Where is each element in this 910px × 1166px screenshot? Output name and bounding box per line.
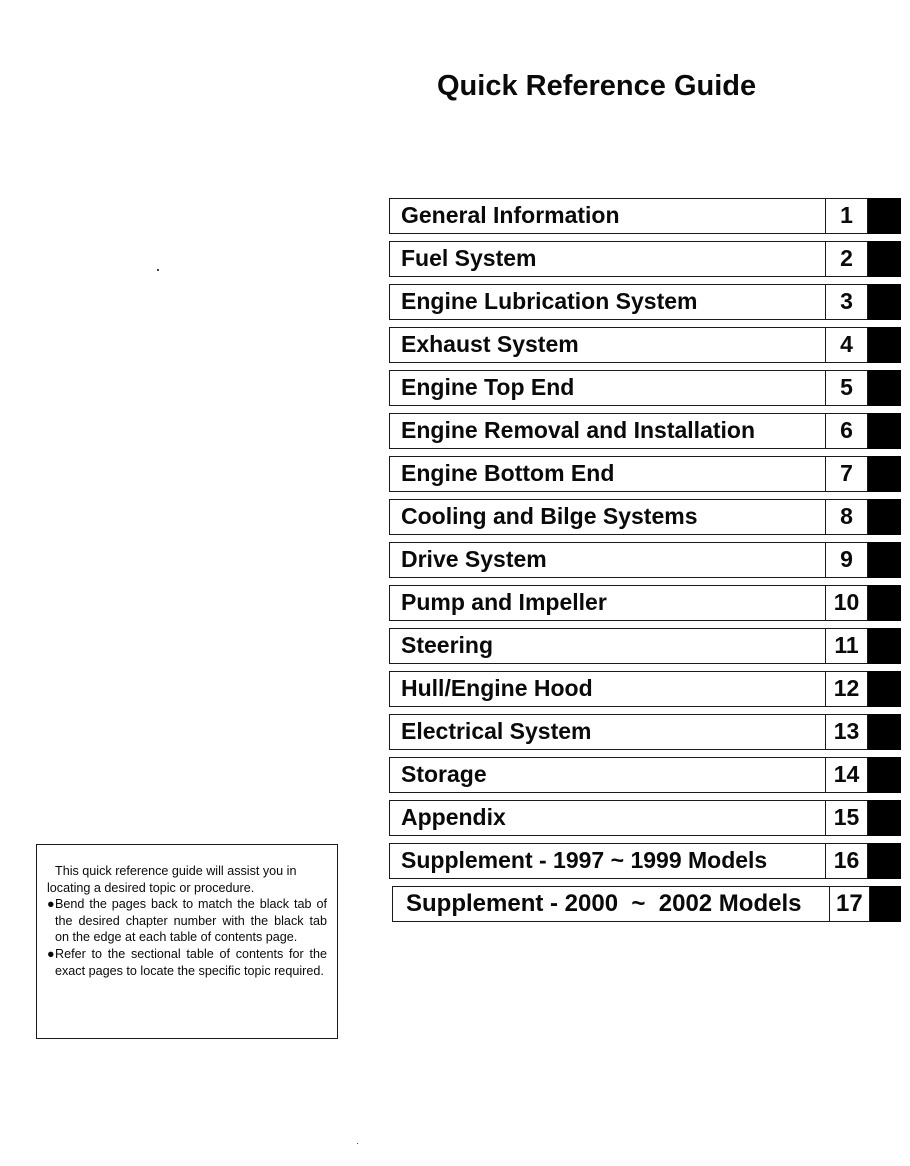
chapter-row-13[interactable] [389,714,901,750]
black-tab [868,456,901,492]
chapter-number: 17 [829,886,870,922]
chapter-label: Exhaust System [389,327,825,363]
note-bullet-1 [47,896,327,946]
chapter-label: Storage [389,757,825,793]
note-bullet-2 [47,946,327,979]
chapter-row-6[interactable] [389,413,901,449]
black-tab [870,886,901,922]
chapter-row-4[interactable] [389,327,901,363]
black-tab [868,370,901,406]
page-title: Quick Reference Guide [437,70,757,102]
chapter-number: 9 [825,542,868,578]
chapter-row-3[interactable] [389,284,901,320]
black-tab [868,757,901,793]
black-tab [868,628,901,664]
chapter-number: 3 [825,284,868,320]
black-tab [868,714,901,750]
chapter-row-5[interactable] [389,370,901,406]
chapter-number: 10 [825,585,868,621]
chapter-number: 16 [825,843,868,879]
chapter-number: 12 [825,671,868,707]
chapter-row-1[interactable] [389,198,901,234]
black-tab [868,800,901,836]
black-tab [868,284,901,320]
chapter-label: Hull/Engine Hood [389,671,825,707]
chapter-number: 4 [825,327,868,363]
black-tab [868,241,901,277]
chapter-label: Engine Lubrication System [389,284,825,320]
chapter-number: 2 [825,241,868,277]
chapter-label: General Information [389,198,825,234]
chapter-row-15[interactable] [389,800,901,836]
chapter-number: 7 [825,456,868,492]
black-tab [868,198,901,234]
note-bullet-text: Bend the pages back to match the black tab of the desired chapter number with the black tab on the edge at each table of contents page. [55,897,327,945]
note-bullet-text: Refer to the sectional table of contents for the exact pages to locate the specific topic required. [55,946,327,978]
chapter-number: 15 [825,800,868,836]
black-tab [868,843,901,879]
scan-speck [157,269,159,271]
chapter-label: Pump and Impeller [389,585,825,621]
chapter-label: Steering [389,628,825,664]
chapter-label: Drive System [389,542,825,578]
black-tab [868,413,901,449]
note-intro: This quick reference guide will assist you in locating a desired topic or procedure. [47,864,297,895]
chapter-label: Engine Removal and Installation [389,413,825,449]
chapter-row-2[interactable] [389,241,901,277]
chapter-label: Supplement - 2000 ~ 2002 Models [392,886,829,922]
bullet-icon: ● [47,946,55,961]
chapter-number: 8 [825,499,868,535]
black-tab [868,499,901,535]
chapter-row-9[interactable] [389,542,901,578]
chapter-row-16[interactable] [389,843,901,879]
black-tab [868,327,901,363]
chapter-row-11[interactable] [389,628,901,664]
chapter-label: Engine Top End [389,370,825,406]
chapter-row-8[interactable] [389,499,901,535]
scan-speck [357,1143,358,1144]
chapter-label: Fuel System [389,241,825,277]
chapter-row-10[interactable] [389,585,901,621]
bullet-icon: ● [47,897,55,912]
chapter-number: 13 [825,714,868,750]
chapter-number: 1 [825,198,868,234]
usage-note-box [36,844,338,1039]
black-tab [868,671,901,707]
chapter-label: Cooling and Bilge Systems [389,499,825,535]
chapter-label: Electrical System [389,714,825,750]
chapter-row-17[interactable] [392,886,901,922]
chapter-label: Appendix [389,800,825,836]
chapter-row-14[interactable] [389,757,901,793]
chapter-number: 14 [825,757,868,793]
chapter-number: 5 [825,370,868,406]
chapter-number: 11 [825,628,868,664]
chapter-number: 6 [825,413,868,449]
chapter-row-12[interactable] [389,671,901,707]
black-tab [868,585,901,621]
chapter-row-7[interactable] [389,456,901,492]
chapter-label: Engine Bottom End [389,456,825,492]
chapter-label: Supplement - 1997 ~ 1999 Models [389,843,825,879]
black-tab [868,542,901,578]
